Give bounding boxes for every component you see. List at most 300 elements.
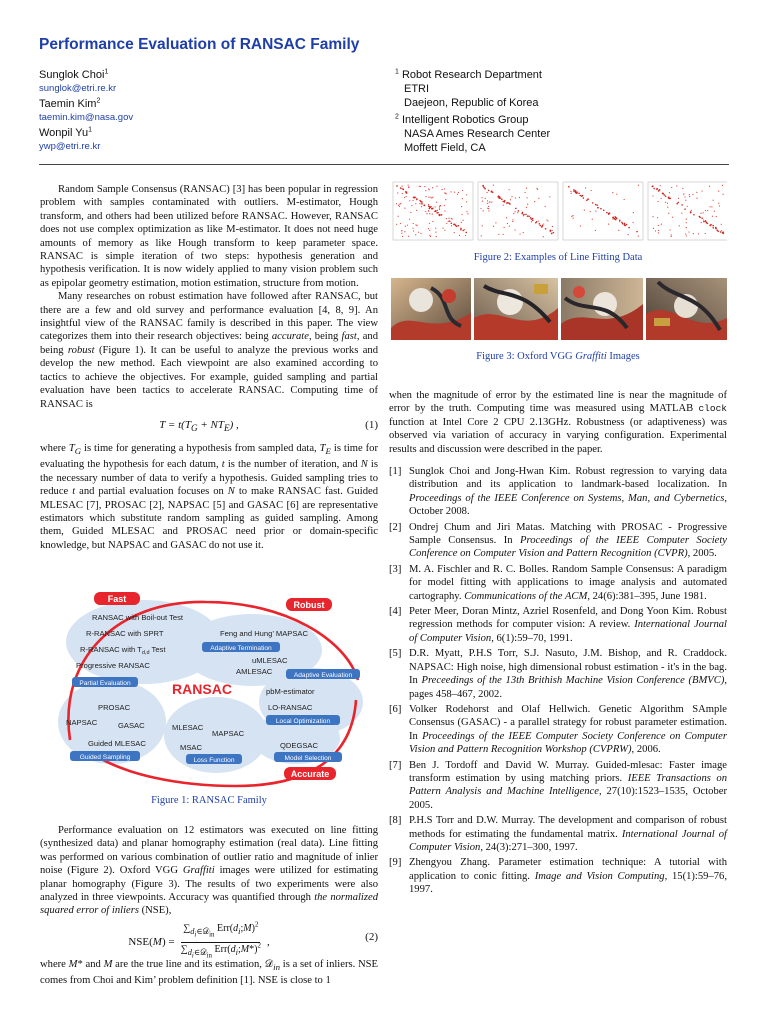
outlier-point [412, 200, 413, 201]
outlier-point [678, 198, 679, 199]
inlier-point [600, 208, 602, 210]
outlier-point [523, 232, 524, 233]
inlier-point [504, 200, 506, 202]
outlier-point [466, 194, 467, 195]
outlier-point [703, 219, 704, 220]
outlier-point [584, 210, 585, 211]
inlier-point [676, 203, 678, 205]
outlier-point [437, 210, 438, 211]
affiliation-line: Moffett Field, CA [404, 142, 486, 154]
outlier-point [671, 236, 672, 237]
outlier-point [658, 225, 659, 226]
outlier-point [619, 221, 620, 222]
outlier-point [633, 212, 634, 213]
outlier-point [683, 194, 684, 195]
outlier-point [483, 210, 484, 211]
affiliation-list [395, 68, 725, 155]
outlier-point [571, 216, 572, 217]
outlier-point [401, 185, 402, 186]
inlier-point [540, 225, 542, 227]
equation-2 [40, 920, 378, 960]
outlier-point [399, 206, 400, 207]
inlier-point [603, 209, 605, 211]
inlier-point [616, 217, 618, 219]
inlier-point [568, 186, 570, 188]
inlier-point [541, 226, 543, 228]
outlier-point [446, 223, 447, 224]
outlier-point [486, 192, 487, 193]
reference-text: D.R. Myatt, P.H.S Torr, S.J. Nasuto, J.M. Bishop, and R. Craddock. NAPSAC: High noise, high dimensional robust estimation - it's in the bag. In Preceedings of the 13th Brithish Machine Vision Conference (BMVC), pages 458–467, 2002. [409, 648, 727, 700]
inlier-point [525, 214, 527, 216]
inlier-point [690, 211, 692, 213]
outlier-point [667, 203, 668, 204]
inlier-point [405, 191, 407, 193]
outlier-point [703, 212, 704, 213]
outlier-point [415, 234, 416, 235]
outlier-point [462, 214, 463, 215]
outlier-point [679, 225, 680, 226]
reference-item [389, 465, 727, 519]
outlier-point [481, 197, 482, 198]
paragraph: Performance evaluation on 12 estimators was executed on line fitting (synthesized data) and planar homography estimation (real data). Line fitting was performed on various combination of outlier ratio and magnitude of inlier noise (Figure 2). Oxford VGG Graffiti images were utilized for estimating planar homography (Figure 3). The results of two experiments were also analyzed in three viewpoints. Accuracy was quantified through the normalized squared error of inliers (NSE), [40, 825, 379, 917]
inlier-point [460, 227, 462, 229]
outlier-point [632, 222, 633, 223]
outlier-point [591, 190, 592, 191]
outlier-point [506, 217, 507, 218]
reference-number: [7] [389, 759, 402, 771]
outlier-point [416, 225, 417, 226]
outlier-point [670, 229, 671, 230]
outlier-point [504, 227, 505, 228]
inlier-point [628, 227, 630, 229]
inlier-point [507, 202, 509, 204]
reference-text: Peter Meer, Doran Mintz, Azriel Rosenfeld, and Dong Yoon Kim. Robust regression methods for computer vision: A review. International Journal of Computer Vision, 6(1):59–70, 1991. [409, 606, 727, 644]
reference-number: [5] [389, 648, 402, 660]
inlier-point [656, 188, 658, 190]
inlier-point [706, 222, 708, 224]
outlier-point [429, 230, 430, 231]
outlier-point [457, 194, 458, 195]
outlier-point [595, 230, 596, 231]
inlier-point [662, 193, 664, 195]
outlier-point [491, 202, 492, 203]
reference-number: [6] [389, 703, 402, 715]
outlier-point [713, 200, 714, 201]
outlier-point [487, 200, 488, 201]
figure-3-caption: Figure 3: Oxford VGG Graffiti Images [476, 351, 640, 362]
outlier-point [451, 218, 452, 219]
robust-label: Robust [293, 600, 325, 610]
outlier-point [705, 210, 706, 211]
outlier-point [526, 207, 527, 208]
outlier-point [430, 197, 431, 198]
inlier-point [420, 201, 422, 203]
outlier-point [410, 212, 411, 213]
reference-item [389, 521, 727, 561]
outlier-point [685, 200, 686, 201]
outlier-point [409, 200, 410, 201]
outlier-point [543, 236, 544, 237]
outlier-point [667, 207, 668, 208]
method-label: PROSAC [98, 703, 131, 712]
inlier-point [621, 221, 623, 223]
inlier-point [432, 208, 434, 210]
inlier-point [575, 190, 577, 192]
outlier-point [509, 226, 510, 227]
inlier-point [536, 221, 538, 223]
outlier-point [408, 236, 409, 237]
outlier-point [652, 195, 653, 196]
reference-text: P.H.S Torr and D.W. Murray. The development and comparison of robust methods for estimating the fundamental matrix. International Journal of Computer Vision, 24(3):271–300, 1997. [409, 815, 727, 853]
author-email[interactable]: ywp@etri.re.kr [39, 141, 101, 152]
outlier-point [549, 196, 550, 197]
outlier-point [608, 223, 609, 224]
inlier-point [501, 198, 503, 200]
inlier-point [539, 223, 541, 225]
inlier-point [701, 217, 703, 219]
outlier-point [404, 207, 405, 208]
inlier-point [614, 218, 616, 220]
inlier-point [515, 208, 517, 210]
figure-1-caption: Figure 1: RANSAC Family [151, 795, 267, 806]
inlier-point [414, 197, 416, 199]
outlier-point [466, 211, 467, 212]
inlier-point [664, 194, 666, 196]
outlier-point [705, 233, 706, 234]
outlier-point [401, 233, 402, 234]
outlier-point [426, 213, 427, 214]
inlier-point [597, 207, 599, 209]
outlier-point [462, 220, 463, 221]
outlier-point [425, 211, 426, 212]
inlier-point [527, 215, 529, 217]
method-label: AMLESAC [236, 667, 273, 676]
outlier-point [702, 190, 703, 191]
outlier-point [487, 208, 488, 209]
outlier-point [693, 233, 694, 234]
outlier-point [488, 206, 489, 207]
inlier-point [416, 199, 418, 201]
outlier-point [458, 192, 459, 193]
outlier-point [511, 196, 512, 197]
outlier-point [692, 194, 693, 195]
outlier-point [661, 198, 662, 199]
outlier-point [444, 230, 445, 231]
inlier-point [573, 190, 575, 192]
outlier-point [718, 203, 719, 204]
inlier-point [636, 231, 638, 233]
outlier-point [658, 230, 659, 231]
outlier-point [396, 203, 397, 204]
outlier-point [570, 191, 571, 192]
outlier-point [432, 221, 433, 222]
method-label: NAPSAC [66, 718, 98, 727]
outlier-point [428, 228, 429, 229]
method-label: R-RANSAC with $T_{d,d}$ Test [80, 645, 166, 656]
inlier-point [437, 212, 439, 214]
graffiti-photo [646, 278, 727, 340]
outlier-point [628, 234, 629, 235]
outlier-point [418, 232, 419, 233]
outlier-point [709, 206, 710, 207]
reference-item [389, 759, 727, 813]
reference-item [389, 563, 727, 603]
outlier-point [429, 213, 430, 214]
reference-text: Zhengyou Zhang. Parameter estimation technique: A tutorial with application to conic fitting. Image and Vision Computing, 15(1):59–76, 1997. [409, 857, 728, 896]
tactic-label: Guided Sampling [79, 754, 131, 761]
inlier-point [441, 214, 443, 216]
inlier-point [484, 188, 486, 190]
outlier-point [400, 223, 401, 224]
fast-label: Fast [107, 594, 127, 604]
outlier-point [543, 223, 544, 224]
method-label: RANSAC with Boil-out Test [92, 613, 184, 622]
outlier-point [552, 226, 553, 227]
outlier-point [698, 233, 699, 234]
inlier-point [435, 210, 437, 212]
outlier-point [652, 216, 653, 217]
outlier-point [572, 218, 573, 219]
outlier-point [707, 210, 708, 211]
outlier-point [503, 204, 504, 205]
outlier-point [439, 209, 440, 210]
outlier-point [638, 236, 639, 237]
inlier-point [453, 224, 455, 226]
author-email[interactable]: sunglok@etri.re.kr [39, 83, 117, 94]
outlier-point [448, 221, 449, 222]
outlier-point [398, 205, 399, 206]
outlier-point [495, 222, 496, 223]
outlier-point [439, 207, 440, 208]
outlier-point [493, 185, 494, 186]
outlier-point [448, 218, 449, 219]
inlier-point [592, 202, 594, 204]
outlier-point [467, 213, 468, 214]
outlier-point [444, 205, 445, 206]
outlier-point [682, 188, 683, 189]
outlier-point [538, 220, 539, 221]
inlier-point [531, 218, 533, 220]
outlier-point [428, 210, 429, 211]
left-column-upper [40, 183, 378, 552]
inlier-point [699, 217, 701, 219]
method-label: MSAC [180, 743, 202, 752]
outlier-point [700, 213, 701, 214]
outlier-point [527, 204, 528, 205]
outlier-point [408, 186, 409, 187]
reference-number: [8] [389, 815, 402, 827]
outlier-point [482, 201, 483, 202]
outlier-point [396, 224, 397, 225]
affiliation-line: NASA Ames Research Center [404, 128, 551, 140]
affiliation-line: ETRI [404, 83, 430, 95]
method-label: Progressive RANSAC [76, 661, 150, 670]
outlier-point [660, 185, 661, 186]
inlier-point [400, 187, 402, 189]
tactic-label: Local Optimization [275, 718, 331, 725]
outlier-point [685, 233, 686, 234]
outlier-point [446, 218, 447, 219]
ransac-center-label: RANSAC [172, 681, 232, 697]
inlier-point [703, 221, 705, 223]
outlier-point [404, 197, 405, 198]
inlier-point [712, 225, 714, 227]
equation-1 [40, 416, 378, 436]
equation-body: NSE(M) = $\sum_{d_i\in 𝒟_{in}}$ $Err(d_i;M)^2$ $\sum_{d_i\in 𝒟_{in}}$ $Err(d_i;M*)^2$ , [128, 920, 270, 960]
outlier-point [684, 196, 685, 197]
inlier-point [710, 224, 712, 226]
inlier-point [578, 192, 580, 194]
method-label: uMLESAC [252, 656, 288, 665]
outlier-point [430, 236, 431, 237]
inlier-point [438, 214, 440, 216]
outlier-point [653, 228, 654, 229]
accurate-label: Accurate [290, 769, 330, 779]
inlier-point [460, 229, 462, 231]
outlier-point [405, 196, 406, 197]
outlier-point [444, 192, 445, 193]
inlier-point [528, 215, 530, 217]
inlier-point [499, 196, 501, 198]
outlier-point [416, 210, 417, 211]
reference-text: M. A. Fischler and R. C. Bolles. Random Sample Consensus: A paradigm for model fitting with applications to image analysis and automated cartography. Communications of the ACM, 24(6):381–395, June 1981. [409, 563, 727, 602]
outlier-point [721, 224, 722, 225]
method-label: QDEGSAC [280, 741, 318, 750]
inlier-point [542, 225, 544, 227]
inlier-point [716, 229, 718, 231]
inlier-point [596, 204, 598, 206]
figure-2-caption: Figure 2: Examples of Line Fitting Data [473, 252, 643, 263]
inlier-point [465, 232, 467, 234]
tactic-label: Partial Evaluation [79, 680, 131, 687]
outlier-point [524, 192, 525, 193]
outlier-point [482, 225, 483, 226]
outlier-point [519, 233, 520, 234]
outlier-point [585, 187, 586, 188]
outlier-point [671, 234, 672, 235]
inlier-point [681, 204, 683, 206]
outlier-point [612, 192, 613, 193]
outlier-point [723, 194, 724, 195]
outlier-point [421, 206, 422, 207]
outlier-point [503, 234, 504, 235]
inlier-point [518, 210, 520, 212]
method-label: GASAC [118, 721, 145, 730]
outlier-point [493, 226, 494, 227]
inlier-point [586, 200, 588, 202]
outlier-point [442, 228, 443, 229]
outlier-point [696, 192, 697, 193]
inlier-point [715, 228, 717, 230]
outlier-point [507, 223, 508, 224]
reference-number: [4] [389, 606, 402, 618]
tactic-label: Adaptive Evaluation [293, 672, 353, 679]
inlier-point [553, 232, 555, 234]
outlier-point [401, 230, 402, 231]
tactic-label: Model Selection [284, 755, 332, 762]
outlier-point [546, 219, 547, 220]
inlier-point [423, 204, 425, 206]
outlier-point [498, 234, 499, 235]
outlier-point [671, 187, 672, 188]
left-column-lower [40, 824, 378, 988]
outlier-point [712, 216, 713, 217]
inlier-point [608, 213, 610, 215]
inlier-point [612, 217, 614, 219]
inlier-point [523, 214, 525, 216]
paper-title: Performance Evaluation of RANSAC Family [39, 36, 360, 53]
inlier-point [723, 233, 725, 235]
outlier-point [409, 219, 410, 220]
method-label: MAPSAC [212, 729, 245, 738]
outlier-point [434, 206, 435, 207]
outlier-point [461, 206, 462, 207]
reference-number: [9] [389, 857, 402, 869]
inlier-point [576, 191, 578, 193]
method-label: Feng and Hung’ MAPSAC [220, 629, 308, 638]
reference-list [389, 465, 727, 899]
reference-number: [1] [389, 466, 402, 477]
outlier-point [655, 230, 656, 231]
inlier-point [693, 214, 695, 216]
outlier-point [436, 186, 437, 187]
outlier-point [444, 210, 445, 211]
reference-text: Sunglok Choi and Jong-Hwan Kim. Robust regression to varying data distribution and its application to landmark-based localization. In Proceedings of the IEEE Conference on Systems, Man, and Cybernetics, October 2008. [409, 466, 727, 518]
reference-item [389, 647, 727, 701]
outlier-point [432, 187, 433, 188]
ransac-family-diagram [56, 590, 366, 790]
outlier-point [429, 223, 430, 224]
inlier-point [449, 220, 451, 222]
outlier-point [513, 213, 514, 214]
inlier-point [522, 212, 524, 214]
inlier-point [582, 195, 584, 197]
inlier-point [450, 222, 452, 224]
outlier-point [425, 190, 426, 191]
outlier-point [407, 225, 408, 226]
outlier-point [481, 235, 482, 236]
outlier-point [398, 216, 399, 217]
outlier-point [415, 224, 416, 225]
inlier-point [530, 217, 532, 219]
outlier-point [716, 216, 717, 217]
inlier-point [619, 220, 621, 222]
author-name: Wonpil Yu$^1$ [39, 126, 93, 139]
outlier-point [419, 203, 420, 204]
outlier-point [464, 229, 465, 230]
outlier-point [718, 190, 719, 191]
inlier-point [396, 185, 398, 187]
line-fitting-panels [391, 180, 727, 242]
outlier-point [711, 206, 712, 207]
affiliation: $^2$ Intelligent Robotics Group [395, 113, 529, 126]
outlier-point [657, 201, 658, 202]
equation-number: (1) [365, 418, 378, 431]
outlier-point [580, 225, 581, 226]
outlier-point [444, 188, 445, 189]
outlier-point [538, 198, 539, 199]
outlier-point [721, 230, 722, 231]
inlier-point [677, 202, 679, 204]
outlier-point [689, 196, 690, 197]
outlier-point [571, 193, 572, 194]
outlier-point [412, 228, 413, 229]
outlier-point [517, 212, 518, 213]
paragraph: where M* and M are the true line and its estimation, 𝒟$_{in}$ is a set of inliers. NSE comes from Choi and Kim’ problem definition [1]. NSE is close to 1 [40, 958, 379, 987]
author-email[interactable]: taemin.kim@nasa.gov [39, 112, 134, 123]
outlier-point [465, 235, 466, 236]
outlier-point [399, 204, 400, 205]
